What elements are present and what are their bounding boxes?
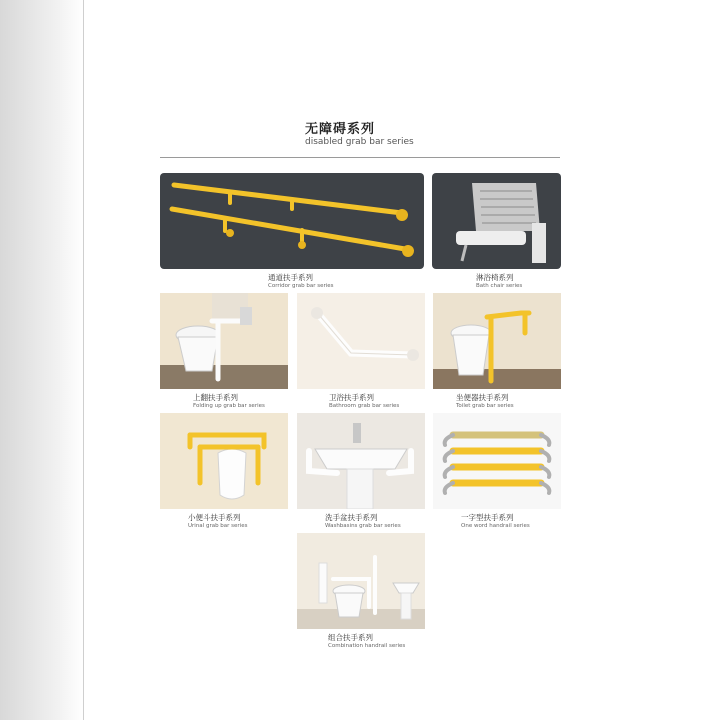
product-label-en: Combination handrail series (328, 643, 406, 649)
page-subtitle: disabled grab bar series (305, 137, 414, 147)
combination-handrail-photo (297, 533, 425, 629)
corridor-grab-bar-photo (160, 173, 424, 269)
product-label-cn: 淋浴椅系列 (476, 273, 514, 282)
folding-grab-bar-photo (160, 293, 288, 389)
product-label-cn: 通道扶手系列 (268, 273, 313, 282)
product-label-en: One word handrail series (461, 523, 530, 529)
bath-chair-photo (432, 173, 561, 269)
product-label-cn: 卫浴扶手系列 (329, 393, 374, 402)
page-spine-shadow (0, 0, 84, 720)
product-label-en: Bath chair series (476, 283, 523, 289)
page-title: 无障碍系列 (305, 122, 376, 137)
urinal-grab-bar-photo (160, 413, 288, 509)
bathroom-grab-bar-photo (297, 293, 425, 389)
title-divider (160, 157, 560, 158)
toilet-grab-bar-photo (433, 293, 561, 389)
product-label-cn: 小便斗扶手系列 (188, 513, 241, 522)
product-label-en: Bathroom grab bar series (329, 403, 400, 409)
one-word-handrail-photo (433, 413, 561, 509)
washbasin-grab-bar-photo (297, 413, 425, 509)
product-label-en: Urinal grab bar series (188, 523, 248, 529)
product-label-cn: 上翻扶手系列 (193, 393, 238, 402)
product-label-cn: 一字型扶手系列 (461, 513, 514, 522)
product-label-en: Corridor grab bar series (268, 283, 334, 289)
product-label-cn: 坐便器扶手系列 (456, 393, 509, 402)
product-label-en: Washbasins grab bar series (325, 523, 401, 529)
product-label-cn: 组合扶手系列 (328, 633, 373, 642)
product-label-en: Folding up grab bar series (193, 403, 265, 409)
product-label-cn: 洗手盆扶手系列 (325, 513, 378, 522)
product-label-en: Toilet grab bar series (456, 403, 514, 409)
